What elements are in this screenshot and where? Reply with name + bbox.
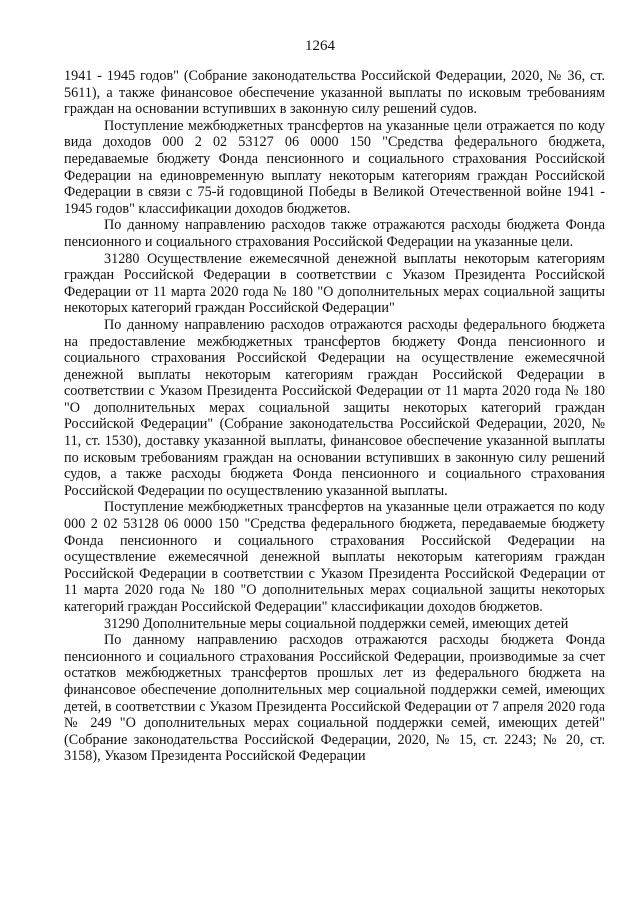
paragraph-31290-expenses: По данному направлению расходов отражаются расходы бюджета Фонда пенсионного и социального страхования Российской Федерации, производимые за счет остатков межбюджетных трансфертов прошлых лет из федерального бюджета на финансовое обеспечение дополнительных мер социальной поддержки семей, имеющих детей, в соответствии с Указом Президента Российской Федерации от 7 апреля 2020 года № 249 "О дополнительных мерах социальной поддержки семей, имеющих детей" (Собрание законодательства Российской Федерации, 2020, № 15, ст. 2243; № 20, ст. 3158), Указом Президента Российской Федерации [64,632,605,765]
page-number: 1264 [305,38,335,54]
paragraph-fund-expenses: По данному направлению расходов также отражаются расходы бюджета Фонда пенсионного и социального страхования Российской Федерации на указанные цели. [64,217,605,250]
paragraph-revenue-code-53127: Поступление межбюджетных трансфертов на указанные цели отражается по коду вида доходов 000 2 02 53127 06 0000 150 "Средства федерального бюджета, передаваемые бюджету Фонда пенсионного и социального страхования Российской Федерации на единовременную выплату некоторым категориям граждан Российской Федерации в связи с 75-й годовщиной Победы в Великой Отечественной войне 1941 - 1945 годов" классификации доходов бюджетов. [64,117,605,217]
section-heading-31290: 31290 Дополнительные меры социальной поддержки семей, имеющих детей [104,615,569,632]
paragraph-31280-expenses: По данному направлению расходов отражаются расходы федерального бюджета на предоставление межбюджетных трансфертов бюджету Фонда пенсионного и социального страхования Российской Федерации на осуществление ежемесячной денежной выплаты некоторым категориям граждан Российской Федерации в соответствии с Указом Президента Российской Федерации от 11 марта 2020 года № 180 "О дополнительных мерах социальной защиты некоторых категорий граждан Российской Федерации" (Собрание законодательства Российской Федерации, 2020, № 11, ст. 1530), доставку указанной выплаты, финансовое обеспечение указанной выплаты по исковым требованиям граждан на основании вступивших в законную силу решений судов, а также расходы бюджета Фонда пенсионного и социального страхования Российской Федерации по осуществлению указанной выплаты. [64,316,605,499]
section-heading-31280: 31280 Осуществление ежемесячной денежной выплаты некоторым категориям граждан Российской Федерации в соответствии с Указом Президента Российской Федерации от 11 марта 2020 года № 180 "О дополнительных мерах социальной защиты некоторых категорий граждан Российской Федерации" [64,250,605,317]
paragraph-revenue-code-53128: Поступление межбюджетных трансфертов на указанные цели отражается по коду 000 2 02 53128 06 0000 150 "Средства федерального бюджета, передаваемые бюджету Фонда пенсионного и социального страхования Российской Федерации на осуществление ежемесячной денежной выплаты некоторым категориям граждан Российской Федерации в соответствии с Указом Президента Российской Федерации от 11 марта 2020 года № 180 "О дополнительных мерах социальной защиты некоторых категорий граждан Российской Федерации" классификации доходов бюджетов. [64,499,605,615]
paragraph-continuation: 1941 - 1945 годов" (Собрание законодательства Российской Федерации, 2020, № 36, ст. 5611), а также финансовое обеспечение указанной выплаты по исковым требованиям граждан на основании вступивших в законную силу решений судов. [64,68,605,118]
document-body [64,68,605,765]
